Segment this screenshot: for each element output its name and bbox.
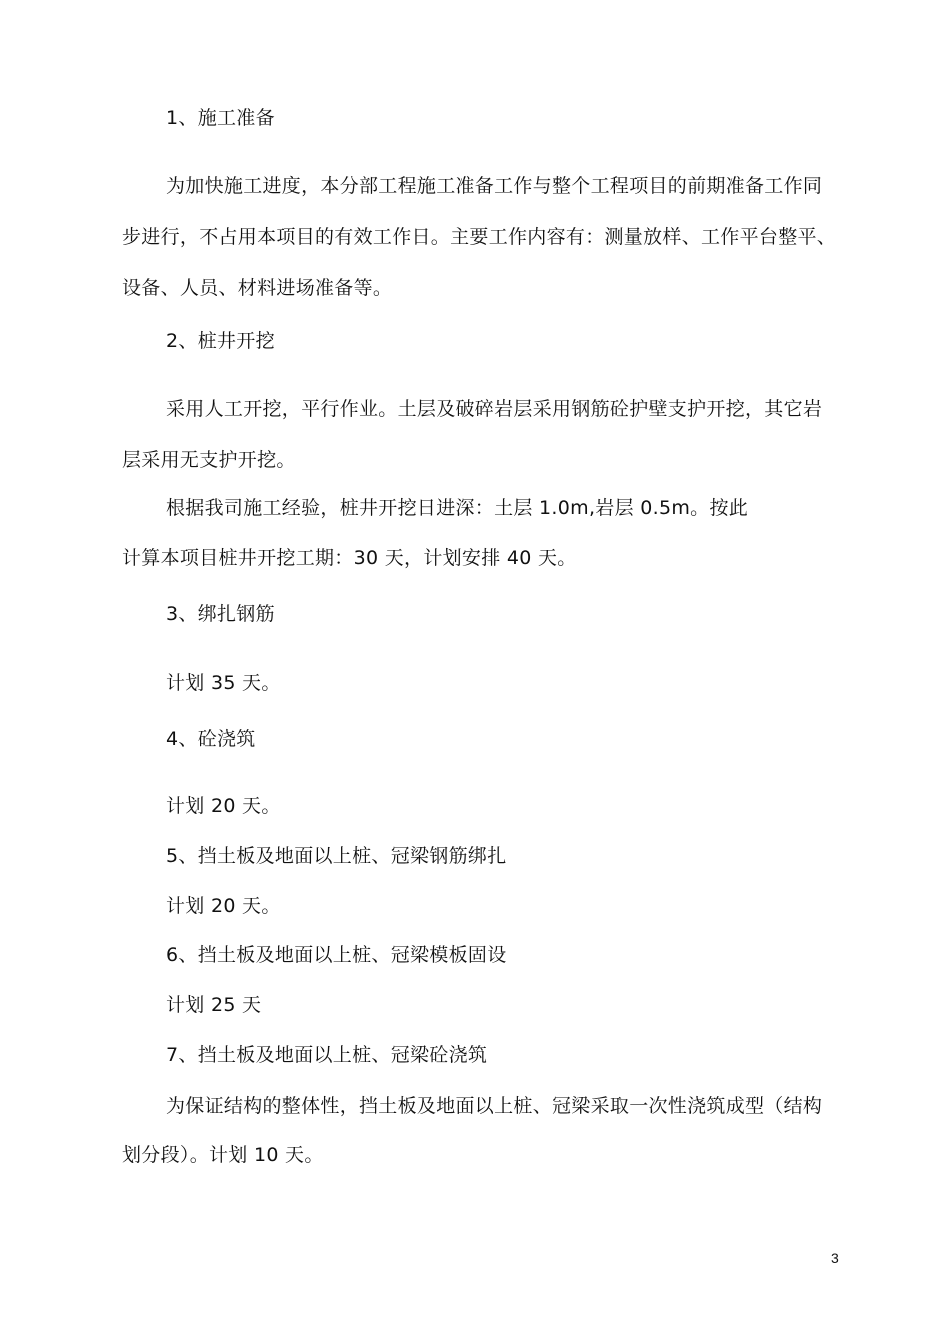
- section-7-body-line-2: 划分段）。计划 10 天。: [122, 1144, 324, 1166]
- section-1-body-line-2: 步进行，不占用本项目的有效工作日。主要工作内容有：测量放样、工作平台整平、: [122, 226, 837, 248]
- section-3-body-line-1: 计划 35 天。: [166, 672, 281, 694]
- section-2-body-line-4: 计算本项目桩井开挖工期：30 天，计划安排 40 天。: [122, 547, 577, 569]
- section-4-body-line-1: 计划 20 天。: [166, 795, 281, 817]
- section-5-body-line-1: 计划 20 天。: [166, 895, 281, 917]
- section-2-heading: 2、桩井开挖: [166, 330, 275, 352]
- section-6-body-line-1: 计划 25 天: [166, 994, 262, 1016]
- section-4-heading: 4、砼浇筑: [166, 728, 256, 750]
- section-1-heading: 1、施工准备: [166, 107, 275, 129]
- page-number: 3: [831, 1250, 839, 1266]
- section-6-heading: 6、挡土板及地面以上桩、冠梁模板固设: [166, 944, 507, 966]
- section-2-body-line-2: 层采用无支护开挖。: [122, 449, 296, 471]
- section-3-heading: 3、绑扎钢筋: [166, 603, 275, 625]
- section-2-body-line-3: 根据我司施工经验，桩井开挖日进深：土层 1.0m,岩层 0.5m。按此: [166, 497, 749, 519]
- section-1-body-line-3: 设备、人员、材料进场准备等。: [122, 277, 393, 299]
- section-5-heading: 5、挡土板及地面以上桩、冠梁钢筋绑扎: [166, 845, 507, 867]
- section-2-body-line-1: 采用人工开挖，平行作业。土层及破碎岩层采用钢筋砼护壁支护开挖，其它岩: [166, 398, 823, 420]
- section-1-body-line-1: 为加快施工进度，本分部工程施工准备工作与整个工程项目的前期准备工作同: [166, 175, 823, 197]
- section-7-heading: 7、挡土板及地面以上桩、冠梁砼浇筑: [166, 1044, 488, 1066]
- section-7-body-line-1: 为保证结构的整体性，挡土板及地面以上桩、冠梁采取一次性浇筑成型（结构: [166, 1095, 823, 1117]
